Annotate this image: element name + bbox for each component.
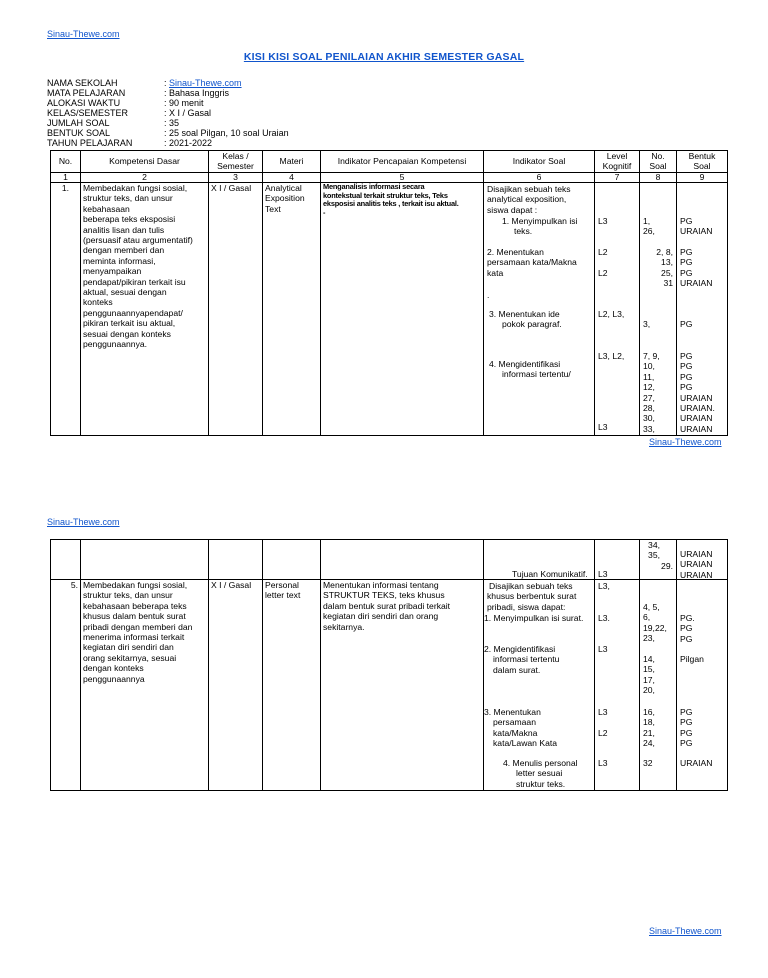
kompetensi-dasar: Membedakan fungsi sosial, struktur teks, dan unsur kebahasaan beberapa teks eksposisi analitis lisan dan tulis (persuasif atau argumentatif) dengan memberi dan meminta informasi, menyampaikan pendapat/pikiran terkait isu aktual, sesuai dengan konteks penggunaannyapendapat/ pikiran terkait isu aktual, sesuai dengan konteks penggunaannya.	[81, 183, 209, 436]
col-number: 1	[51, 173, 81, 183]
row-number: 1.	[51, 183, 81, 436]
header-cell: Kompetensi Dasar	[81, 151, 209, 173]
meta-label: MATA PELAJARAN	[47, 88, 126, 98]
level-kognitif: L3, L3. L3 L3 L2 L3	[595, 580, 640, 791]
indikator-soal: Tujuan Komunikatif.	[484, 540, 595, 580]
nomor-soal: 4, 5, 6, 19,22, 23, 14, 15, 17, 20, 16, 18, 21, 24, 32	[640, 580, 677, 791]
kisi-table-page2	[50, 539, 728, 791]
column-number-row	[51, 173, 728, 183]
col-number: 8	[640, 173, 677, 183]
header-cell: No.	[51, 151, 81, 173]
table-row	[51, 183, 728, 436]
site-link-footer-1[interactable]: Sinau-Thewe.com	[649, 437, 722, 447]
meta-value: : 90 menit	[164, 98, 204, 108]
site-link-footer-2[interactable]: Sinau-Thewe.com	[649, 926, 722, 936]
kompetensi-dasar: Membedakan fungsi sosial, struktur teks, dan unsur kebahasaan beberapa teks khusus dalam bentuk surat pribadi dengan memberi dan menerima informasi terkait kegiatan diri sendiri dan orang sekitarnya, sesuai dengan konteks penggunaannya	[81, 580, 209, 791]
materi: Personal letter text	[263, 580, 321, 791]
level-kognitif: L3	[595, 540, 640, 580]
nomor-soal: 1, 26, 2, 8, 13, 25, 31 3, 7, 9, 10, 11, 12, 27, 28, 30, 33,	[640, 183, 677, 436]
meta-value: : 35	[164, 118, 180, 128]
indikator-pencapaian: Menentukan informasi tentang STRUKTUR TEKS, teks khusus dalam bentuk surat pribadi terkait kegiatan diri sendiri dan orang sekitarnya.	[321, 580, 484, 791]
col-number: 5	[321, 173, 484, 183]
materi: Analytical Exposition Text	[263, 183, 321, 436]
level-kognitif: L3 L2 L2 L2, L3, L3, L2, L3	[595, 183, 640, 436]
meta-label: TAHUN PELAJARAN	[47, 138, 133, 148]
bentuk-soal: PG. PG PG Pilgan PG PG PG PG URAIAN	[677, 580, 728, 791]
header-cell: No. Soal	[640, 151, 677, 173]
kelas-semester: X I / Gasal	[209, 183, 263, 436]
table-row-continued	[51, 540, 728, 580]
indikator-soal: Disajikan sebuah teks khusus berbentuk surat pribadi, siswa dapat: 1. Menyimpulkan isi surat. 2. Mengidentifikasi informasi tertentu dalam surat. 3. Menentukan persamaan kata/Makna kata/Lawan Kata 4. Menulis personal letter sesuai struktur teks.	[484, 580, 595, 791]
header-row	[51, 151, 728, 173]
table-row	[51, 580, 728, 791]
page-title: KISI KISI SOAL PENILAIAN AKHIR SEMESTER GASAL	[243, 51, 525, 63]
school-link[interactable]: Sinau-Thewe.com	[169, 78, 242, 88]
meta-value: : X I / Gasal	[164, 108, 212, 118]
nomor-soal: 34, 35, 29.	[640, 540, 677, 580]
meta-label: JUMLAH SOAL	[47, 118, 110, 128]
bentuk-soal: URAIAN URAIAN URAIAN	[677, 540, 728, 580]
bentuk-soal: PG URAIAN PG PG PG URAIAN PG PG PG PG PG URAIAN URAIAN. URAIAN URAIAN	[677, 183, 728, 436]
meta-label: NAMA SEKOLAH	[47, 78, 118, 88]
header-cell: Materi	[263, 151, 321, 173]
col-number: 7	[595, 173, 640, 183]
indikator-soal: Disajikan sebuah teks analytical exposition, siswa dapat : 1. Menyimpulkan isi teks. 2. Menentukan persamaan kata/Makna kata . 3. Menentukan ide pokok paragraf. 4. Mengidentifikasi informasi tertentu/	[484, 183, 595, 436]
meta-label: KELAS/SEMESTER	[47, 108, 129, 118]
header-cell: Indikator Pencapaian Kompetensi	[321, 151, 484, 173]
row-number: 5.	[51, 580, 81, 791]
indikator-pencapaian: Menganalisis informasi secara kontekstual terkait struktur teks, Teks eksposisi analitis teks , terkait isu aktual. -	[321, 183, 484, 436]
kisi-table-page1	[50, 150, 728, 436]
header-cell: Kelas / Semester	[209, 151, 263, 173]
kelas-semester: X I / Gasal	[209, 580, 263, 791]
meta-value: : 2021-2022	[164, 138, 213, 148]
site-link-top[interactable]: Sinau-Thewe.com	[47, 29, 120, 39]
col-number: 6	[484, 173, 595, 183]
col-number: 9	[677, 173, 728, 183]
meta-label: BENTUK SOAL	[47, 128, 111, 138]
site-link-page2[interactable]: Sinau-Thewe.com	[47, 517, 120, 527]
header-cell: Indikator Soal	[484, 151, 595, 173]
col-number: 3	[209, 173, 263, 183]
meta-value: : Bahasa Inggris	[164, 88, 230, 98]
meta-value: : 25 soal Pilgan, 10 soal Uraian	[164, 128, 289, 138]
meta-label: ALOKASI WAKTU	[47, 98, 121, 108]
col-number: 2	[81, 173, 209, 183]
header-cell: Bentuk Soal	[677, 151, 728, 173]
col-number: 4	[263, 173, 321, 183]
header-cell: Level Kognitif	[595, 151, 640, 173]
